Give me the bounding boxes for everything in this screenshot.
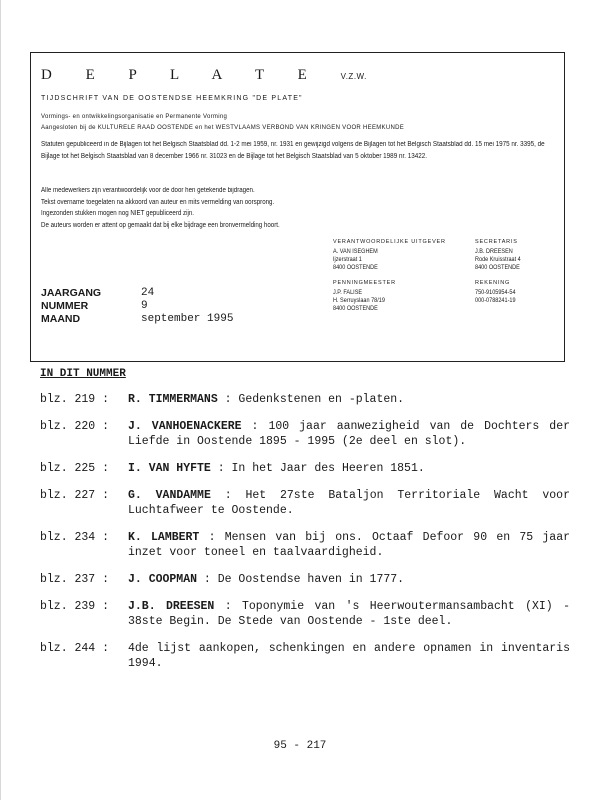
- page-number: 95 - 217: [273, 740, 327, 752]
- account-number: 750-9105954-54: [475, 289, 516, 296]
- toc-entry: [40, 530, 570, 560]
- toc-page: blz. 237 :: [40, 573, 110, 586]
- toc-text: [128, 530, 570, 560]
- toc-title: : Het 27ste Bataljon Territoriale Wacht voor Luchtafweer te Oostende.: [128, 489, 570, 517]
- toc-title: : Toponymie van 's Heerwoutermansambacht (XI) - 38ste Begin. De Stede van Oostende - 1ste deel.: [128, 600, 570, 628]
- toc-title: 4de lijst aankopen, schenkingen en andere opnamen in inventaris 1994.: [128, 642, 570, 670]
- toc-author: I. VAN HYFTE: [128, 462, 211, 475]
- contact-line: Ijzerstraat 1: [333, 256, 362, 263]
- toc-title: : In het Jaar des Heeren 1851.: [210, 462, 425, 475]
- toc-text: [128, 461, 570, 476]
- contact-heading: PENNINGMEESTER: [333, 280, 396, 286]
- contact-line: H. Serruyslaan 78/19: [333, 297, 385, 304]
- contact-line: 8400 OOSTENDE: [475, 264, 520, 271]
- toc-author: J. VANHOENACKERE: [128, 420, 242, 433]
- toc-entry: [40, 599, 570, 629]
- contents-title: IN DIT NUMMER: [40, 368, 126, 380]
- meta-value: 9: [141, 300, 148, 312]
- toc-author: J. COOPMAN: [128, 573, 198, 586]
- toc-entry: [40, 641, 570, 671]
- toc-title: : Mensen van bij ons. Octaaf Defoor 90 en 75 jaar inzet voor toneel en taalvaardigheid.: [128, 531, 570, 559]
- organization-line: Vormings- en ontwikkelingsorganisatie en Permanente Vorming: [41, 114, 228, 120]
- meta-key: NUMMER: [41, 300, 89, 312]
- meta-row-nummer: [41, 300, 233, 313]
- contact-line: J.P. FALISE: [333, 289, 363, 296]
- note-line: Alle medewerkers zijn verantwoordelijk voor de door hen getekende bijdragen.: [41, 187, 255, 194]
- toc-page: blz. 219 :: [40, 393, 110, 406]
- contact-heading: VERANTWOORDELIJKE UITGEVER: [333, 239, 446, 245]
- toc-page: blz. 220 :: [40, 420, 110, 433]
- contact-line: 8400 OOSTENDE: [333, 264, 378, 271]
- toc-title: : De Oostendse haven in 1777.: [197, 573, 405, 586]
- masthead-title: [41, 67, 367, 84]
- toc-entry: [40, 488, 570, 518]
- note-line: Ingezonden stukken mogen nog NIET gepubliceerd zijn.: [41, 210, 194, 217]
- journal-name: D E P L A T E: [41, 67, 322, 83]
- masthead-subtitle: TIJDSCHRIFT VAN DE OOSTENDSE HEEMKRING "DE PLATE": [41, 95, 303, 102]
- table-of-contents: [40, 368, 570, 683]
- contact-heading: REKENING: [475, 280, 511, 286]
- contact-rekening: [475, 279, 523, 305]
- toc-text: [128, 599, 570, 629]
- toc-author: R. TIMMERMANS: [128, 393, 218, 406]
- meta-key: JAARGANG: [41, 287, 102, 299]
- toc-author: K. LAMBERT: [128, 531, 200, 544]
- meta-row-jaargang: [41, 287, 233, 300]
- toc-text: [128, 488, 570, 518]
- toc-text: [128, 419, 570, 449]
- toc-page: blz. 239 :: [40, 600, 110, 613]
- toc-text: [128, 572, 570, 587]
- toc-page: blz. 227 :: [40, 489, 110, 502]
- toc-text: [128, 392, 570, 407]
- toc-page: blz. 244 :: [40, 642, 110, 655]
- meta-key: MAAND: [41, 313, 81, 325]
- toc-page: blz. 225 :: [40, 462, 110, 475]
- toc-entry: [40, 461, 570, 476]
- toc-entry: [40, 572, 570, 587]
- toc-author: J.B. DREESEN: [128, 600, 215, 613]
- meta-value: 24: [141, 287, 155, 299]
- note-line: De auteurs worden er attent op gemaakt dat bij elke bijdrage een bronvermelding hoort.: [41, 221, 280, 229]
- contact-line: Rode Kruisstraat 4: [475, 256, 521, 263]
- contact-line: A. VAN ISEGHEM: [333, 248, 378, 255]
- account-number: 000-0788241-19: [475, 297, 516, 304]
- vzw-label: V.Z.W.: [340, 72, 367, 81]
- toc-entry: [40, 419, 570, 449]
- contact-heading: SECRETARIS: [475, 239, 518, 245]
- contact-uitgever: [333, 238, 446, 272]
- note-line: Tekst overname toegelaten na akkoord van auteur en mits vermelding van oorsprong.: [41, 198, 275, 206]
- statute-text: Statuten gepubliceerd in de Bijlagen tot het Belgisch Staatsblad dd. 1-2 mei 1959, nr. 1931 en gewijzigd volgens de Bijlagen tot het Belgisch Staatsblad dd. 15 mei 1975 nr. 3395, de Bijlage tot het Belgisch Staatsblad van 8 december 1966 nr. 31023 en de Bijlage tot het Belgisch Staatsblad van 5 oktober 1989 nr. 13422.: [41, 141, 545, 160]
- notes: [41, 185, 280, 231]
- contact-line: J.B. DREESEN: [475, 248, 513, 255]
- meta-value: september 1995: [141, 313, 234, 325]
- toc-author: G. VANDAMME: [128, 489, 211, 502]
- toc-entry: [40, 392, 570, 407]
- contact-penningmeester: [333, 279, 396, 313]
- toc-title: : Gedenkstenen en -platen.: [217, 393, 405, 406]
- toc-page: blz. 234 :: [40, 531, 110, 544]
- issue-meta: [41, 287, 233, 326]
- contact-line: 8400 OOSTENDE: [333, 305, 378, 312]
- contact-secretaris: [475, 238, 529, 272]
- masthead-box: [30, 52, 565, 362]
- affiliation-line: Aangesloten bij de KULTURELE RAAD OOSTENDE en het WESTVLAAMS VERBOND VAN KRINGEN VOOR HEEMKUNDE: [41, 125, 405, 131]
- toc-text: [128, 641, 570, 671]
- meta-row-maand: [41, 313, 233, 326]
- toc-title: : 100 jaar aanwezigheid van de Dochters der Liefde in Oostende 1895 - 1995 (2e deel en slot).: [128, 420, 571, 448]
